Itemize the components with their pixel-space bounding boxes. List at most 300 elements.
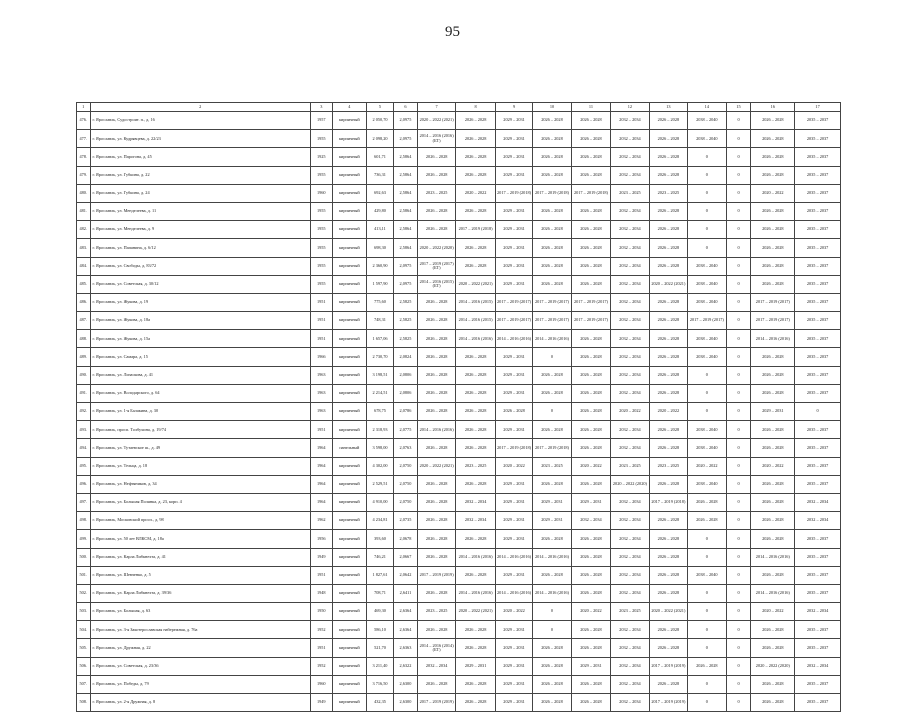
table-cell: 2035 – 2037 <box>795 675 841 693</box>
address-cell: г. Ярославль, ул. 3-я Закотерославская набережная, д. 76а <box>90 621 310 639</box>
table-cell: 2020 – 2022 <box>751 184 795 202</box>
table-cell: 2017 – 2019 (2017) <box>533 293 571 311</box>
table-cell: 4 234,81 <box>366 512 393 530</box>
table-cell: кирпичный <box>332 657 366 675</box>
column-number: 7 <box>417 103 455 112</box>
address-cell: г. Ярославль, ул. Папанина, д. 6/12 <box>90 239 310 257</box>
table-cell: кирпичный <box>332 639 366 657</box>
table-cell: кирпичный <box>332 493 366 511</box>
table-cell: 2029 – 2031 <box>751 403 795 421</box>
table-cell: 2026 – 2028 <box>533 202 571 220</box>
table-row <box>77 202 841 220</box>
table-cell: 2026 – 2028 <box>456 530 495 548</box>
table-cell: 775,60 <box>366 293 393 311</box>
table-cell: 0 <box>726 148 751 166</box>
table-cell: кирпичный <box>332 184 366 202</box>
table-cell: 2029 – 2031 <box>533 493 571 511</box>
row-number-cell: 503. <box>77 603 91 621</box>
table-cell: 2026 – 2028 <box>751 512 795 530</box>
table-cell: 1955 <box>310 239 332 257</box>
table-cell: 2 318,93 <box>366 421 393 439</box>
table-cell: 0 <box>795 403 841 421</box>
address-cell: г. Ярославль, ул. Жукова, д. 15а <box>90 330 310 348</box>
table-cell: 2026 – 2028 <box>649 384 687 402</box>
table-cell: 2035 – 2037 <box>795 566 841 584</box>
table-cell: 3 211,40 <box>366 657 393 675</box>
table-cell: кирпичный <box>332 675 366 693</box>
address-cell: г. Ярославль, ул. Жукова, д. 18а <box>90 312 310 330</box>
address-cell: г. Ярославль, Судостроит. п., д. 16 <box>90 112 310 130</box>
table-cell: 2,5864 <box>394 239 418 257</box>
table-cell: 1950 <box>310 603 332 621</box>
table-cell: 2020 – 2022 (2020) <box>611 475 649 493</box>
table-cell: кирпичный <box>332 457 366 475</box>
table-cell: 2026 – 2028 <box>571 275 610 293</box>
table-cell: 2032 – 2034 <box>611 694 649 712</box>
table-cell: 2026 – 2028 <box>751 166 795 184</box>
table-cell: 736,31 <box>366 166 393 184</box>
table-cell: 2026 – 2028 <box>533 275 571 293</box>
table-cell: 2026 – 2028 <box>533 366 571 384</box>
table-cell: 2023 – 2025 <box>417 184 455 202</box>
table-cell: 2029 – 2031 <box>495 512 532 530</box>
address-cell: г. Ярославль, ул. Шевченко, д. 5 <box>90 566 310 584</box>
table-cell: 2026 – 2028 <box>417 530 455 548</box>
table-cell: 2023 – 2025 <box>456 457 495 475</box>
table-cell: 1955 <box>310 130 332 148</box>
table-cell: 2029 – 2031 <box>495 421 532 439</box>
table-cell: 2 214,51 <box>366 384 393 402</box>
table-cell: 2029 – 2031 <box>495 694 532 712</box>
table-cell: 2035 – 2037 <box>795 112 841 130</box>
table-cell: 2,0750 <box>394 475 418 493</box>
table-cell: 521,70 <box>366 639 393 657</box>
table-cell: 1960 <box>310 184 332 202</box>
table-cell: 2026 – 2028 <box>533 421 571 439</box>
table-cell: 2026 – 2028 <box>688 512 726 530</box>
table-cell: 2020 – 2022 <box>751 603 795 621</box>
table-cell: 2,5825 <box>394 293 418 311</box>
table-cell: 2020 – 2022 <box>751 457 795 475</box>
table-cell: 2032 – 2034 <box>611 584 649 602</box>
table-cell: 2026 – 2028 <box>649 166 687 184</box>
table-cell: 2017 – 2019 (2019) <box>417 694 455 712</box>
table-cell: 2026 – 2028 <box>417 221 455 239</box>
table-cell: 0 <box>688 694 726 712</box>
table-cell: 2,5825 <box>394 312 418 330</box>
table-cell: 1964 <box>310 475 332 493</box>
table-cell: 0 <box>688 221 726 239</box>
table-cell: 2032 – 2034 <box>795 603 841 621</box>
table-cell: 2032 – 2034 <box>611 566 649 584</box>
address-cell: г. Ярославль, ул. Большая Полянка, д. 23, корп. 4 <box>90 493 310 511</box>
table-cell: 2026 – 2028 <box>533 257 571 275</box>
table-cell: 2014 – 2016 (2016) <box>533 584 571 602</box>
column-number: 6 <box>394 103 418 112</box>
table-cell: 692,63 <box>366 184 393 202</box>
table-cell: 1964 <box>310 457 332 475</box>
table-cell: 2026 – 2028 <box>417 348 455 366</box>
table-cell: 1956 <box>310 530 332 548</box>
table-cell: 2026 – 2028 <box>533 566 571 584</box>
table-cell: 2035 – 2037 <box>795 275 841 293</box>
table-cell: 708,71 <box>366 584 393 602</box>
column-number: 2 <box>90 103 310 112</box>
table-cell: 0 <box>726 621 751 639</box>
table-cell: 2026 – 2028 <box>571 112 610 130</box>
table-cell: 2026 – 2028 <box>751 530 795 548</box>
table-cell: 2026 – 2028 <box>456 202 495 220</box>
table-cell: 2026 – 2028 <box>688 657 726 675</box>
table-cell: 2020 – 2022 <box>495 457 532 475</box>
address-cell: г. Ярославль, ул. Карла Либкнехта, д. 39/36 <box>90 584 310 602</box>
table-cell: 2035 – 2037 <box>795 439 841 457</box>
table-cell: 2026 – 2028 <box>751 475 795 493</box>
table-cell: 2038 – 2040 <box>688 439 726 457</box>
page-number: 95 <box>445 24 460 40</box>
table-row <box>77 584 841 602</box>
table-cell: кирпичный <box>332 366 366 384</box>
table-cell: 2032 – 2034 <box>611 530 649 548</box>
table-cell: 0 <box>726 221 751 239</box>
table-cell: 0 <box>688 202 726 220</box>
table-row <box>77 475 841 493</box>
table-cell: 2020 – 2022 (2021) <box>456 275 495 293</box>
table-cell: 2038 – 2040 <box>688 293 726 311</box>
table-cell: 2017 – 2019 (2019) <box>649 694 687 712</box>
table-cell: 2029 – 2031 <box>495 566 532 584</box>
table-cell: 2026 – 2028 <box>417 475 455 493</box>
row-number-cell: 486. <box>77 293 91 311</box>
table-cell: 2029 – 2031 <box>495 639 532 657</box>
table-cell: 2017 – 2019 (2017) <box>533 312 571 330</box>
table-cell: 2026 – 2028 <box>649 439 687 457</box>
address-cell: г. Ярославль, ул. Лизаскова, д. 41 <box>90 366 310 384</box>
table-cell: 0 <box>688 530 726 548</box>
table-cell: 2029 – 2031 <box>495 475 532 493</box>
table-row <box>77 421 841 439</box>
table-cell: 2014 – 2016 (2015) <box>456 293 495 311</box>
table-cell: 2026 – 2028 <box>571 675 610 693</box>
table-cell: 2026 – 2028 <box>571 221 610 239</box>
table-cell: 0 <box>726 366 751 384</box>
table-cell: 0 <box>726 112 751 130</box>
row-number-cell: 497. <box>77 493 91 511</box>
table-cell: 1962 <box>310 512 332 530</box>
table-cell: 2032 – 2034 <box>611 330 649 348</box>
table-cell: кирпичный <box>332 330 366 348</box>
table-cell: 2026 – 2028 <box>571 403 610 421</box>
table-cell: 0 <box>726 439 751 457</box>
table-cell: 2026 – 2028 <box>533 639 571 657</box>
address-cell: г. Ярославль, ул. Карла Либкнехта, д. 41 <box>90 548 310 566</box>
table-cell: 0 <box>688 584 726 602</box>
table-cell: 2,5825 <box>394 330 418 348</box>
table-cell: 2026 – 2028 <box>456 112 495 130</box>
table-cell: 2029 – 2031 <box>495 657 532 675</box>
table-cell: 2038 – 2040 <box>688 275 726 293</box>
table-cell: 0 <box>726 675 751 693</box>
address-cell: г. Ярославль, ул. 50 лет ВЛКСМ, д. 18а <box>90 530 310 548</box>
table-cell: кирпичный <box>332 348 366 366</box>
table-cell: 2,0975 <box>394 275 418 293</box>
table-cell: 2026 – 2028 <box>456 257 495 275</box>
table-cell: 2,0678 <box>394 530 418 548</box>
table-cell: 2029 – 2031 <box>495 202 532 220</box>
table-cell: 2026 – 2028 <box>751 148 795 166</box>
table-cell: 2014 – 2016 (2016) <box>495 584 532 602</box>
table-cell: кирпичный <box>332 275 366 293</box>
table-cell: 2026 – 2028 <box>571 421 610 439</box>
row-number-cell: 484. <box>77 257 91 275</box>
table-cell: 1951 <box>310 312 332 330</box>
table-cell: 2017 – 2019 (2019) <box>417 566 455 584</box>
table-cell: кирпичный <box>332 293 366 311</box>
table-cell: 2032 – 2034 <box>611 148 649 166</box>
table-cell: 2,0806 <box>394 366 418 384</box>
row-number-cell: 501. <box>77 566 91 584</box>
table-cell: 2032 – 2034 <box>611 439 649 457</box>
table-cell: 2026 – 2028 <box>533 221 571 239</box>
row-number-cell: 498. <box>77 512 91 530</box>
table-cell: 0 <box>726 384 751 402</box>
table-cell: 0 <box>726 257 751 275</box>
table-cell: 2032 – 2034 <box>611 348 649 366</box>
table-cell: кирпичный <box>332 694 366 712</box>
table-cell: 2029 – 2031 <box>571 493 610 511</box>
table-cell: 0 <box>726 512 751 530</box>
table-cell: кирпичный <box>332 112 366 130</box>
table-cell: 2026 – 2028 <box>417 312 455 330</box>
table-cell: 2026 – 2028 <box>533 475 571 493</box>
table-cell: 0 <box>726 293 751 311</box>
table-row <box>77 439 841 457</box>
table-cell: 2023 – 2025 <box>417 603 455 621</box>
table-cell: 2020 – 2022 (2021) <box>649 603 687 621</box>
table-cell: 2,0786 <box>394 403 418 421</box>
address-cell: г. Ярославль, ул. Кудрявцева, д. 22/23 <box>90 130 310 148</box>
table-cell: 2032 – 2034 <box>611 112 649 130</box>
table-cell: 0 <box>726 639 751 657</box>
table-cell: 2,6322 <box>394 657 418 675</box>
table-row <box>77 221 841 239</box>
table-cell: кирпичный <box>332 166 366 184</box>
table-cell: 1955 <box>310 221 332 239</box>
table-cell: 2017 – 2019 (2017) <box>495 293 532 311</box>
row-number-cell: 478. <box>77 148 91 166</box>
table-cell: 2032 – 2034 <box>611 384 649 402</box>
table-cell: кирпичный <box>332 530 366 548</box>
table-cell: 2038 – 2040 <box>688 421 726 439</box>
table-cell: 2032 – 2034 <box>611 239 649 257</box>
table-cell: 2017 – 2019 (2018) <box>495 439 532 457</box>
table-cell: кирпичный <box>332 403 366 421</box>
table-cell: 2026 – 2028 <box>571 166 610 184</box>
table-cell: 2017 – 2019 (2018) <box>533 184 571 202</box>
row-number-cell: 485. <box>77 275 91 293</box>
table-cell: 601,71 <box>366 148 393 166</box>
table-cell: 2023 – 2025 <box>611 603 649 621</box>
table-cell: 2026 – 2028 <box>533 384 571 402</box>
table-cell: 432,35 <box>366 694 393 712</box>
table-row <box>77 566 841 584</box>
table-cell: 2026 – 2028 <box>571 239 610 257</box>
table-cell: 2026 – 2028 <box>456 694 495 712</box>
table-cell: 2,0806 <box>394 384 418 402</box>
table-cell: 2026 – 2028 <box>571 257 610 275</box>
table-cell: 2017 – 2019 (2017) <box>688 312 726 330</box>
table-cell: 2026 – 2028 <box>649 130 687 148</box>
table-cell: 2,5864 <box>394 184 418 202</box>
table-cell: 2014 – 2016 (2015) <box>456 312 495 330</box>
table-row <box>77 403 841 421</box>
address-cell: г. Ярославль, ул. Нефтяников, д. 34 <box>90 475 310 493</box>
table-cell: 0 <box>688 675 726 693</box>
table-cell: 2026 – 2028 <box>417 384 455 402</box>
table-cell: 2026 – 2028 <box>456 384 495 402</box>
table-cell: 2038 – 2040 <box>688 257 726 275</box>
table-cell: 2035 – 2037 <box>795 130 841 148</box>
table-cell: 2,0975 <box>394 130 418 148</box>
address-cell: г. Ярославль, ул. Победы, д. 79 <box>90 675 310 693</box>
table-cell: 0 <box>726 275 751 293</box>
table-cell: 1963 <box>310 384 332 402</box>
table-cell: 2026 – 2028 <box>751 439 795 457</box>
row-number-cell: 502. <box>77 584 91 602</box>
table-cell: 2029 – 2031 <box>495 112 532 130</box>
table-row <box>77 257 841 275</box>
row-number-cell: 488. <box>77 330 91 348</box>
table-cell: 2026 – 2028 <box>571 439 610 457</box>
table-cell: 2029 – 2031 <box>495 239 532 257</box>
column-number: 10 <box>533 103 571 112</box>
table-cell: кирпичный <box>332 621 366 639</box>
table-cell: 0 <box>726 694 751 712</box>
table-cell: 0 <box>726 493 751 511</box>
row-number-cell: 493. <box>77 421 91 439</box>
table-cell: 2,0824 <box>394 348 418 366</box>
table-cell: 2026 – 2028 <box>533 166 571 184</box>
table-cell: 0 <box>726 530 751 548</box>
table-cell: 1955 <box>310 275 332 293</box>
table-cell: 0 <box>726 603 751 621</box>
table-row <box>77 493 841 511</box>
table-cell: 2026 – 2028 <box>571 148 610 166</box>
table-cell: 0 <box>726 202 751 220</box>
table-cell: 2026 – 2028 <box>417 148 455 166</box>
table-cell: 2029 – 2031 <box>495 493 532 511</box>
address-cell: г. Ярославль, ул. 1-я Балакина, д. 30 <box>90 403 310 421</box>
table-cell: 2026 – 2028 <box>649 330 687 348</box>
row-number-cell: 476. <box>77 112 91 130</box>
address-cell: г. Ярославль, просп. Толбухина, д. 19/74 <box>90 421 310 439</box>
table-cell: кирпичный <box>332 566 366 584</box>
table-cell: 2038 – 2040 <box>688 566 726 584</box>
table-cell: 0 <box>726 166 751 184</box>
table-cell: 2026 – 2028 <box>417 548 455 566</box>
row-number-cell: 482. <box>77 221 91 239</box>
table-cell: 2026 – 2028 <box>649 621 687 639</box>
table-cell: 1964 <box>310 493 332 511</box>
table-cell: 2014 – 2016 (2016) <box>495 330 532 348</box>
table-cell: 2,0735 <box>394 512 418 530</box>
table-cell: 2035 – 2037 <box>795 312 841 330</box>
housing-register-table <box>76 102 841 712</box>
table-cell: 1957 <box>310 112 332 130</box>
table-cell: 2026 – 2028 <box>417 366 455 384</box>
table-cell: 0 <box>726 657 751 675</box>
row-number-cell: 479. <box>77 166 91 184</box>
table-cell: 2035 – 2037 <box>795 148 841 166</box>
table-cell: 2020 – 2022 <box>456 184 495 202</box>
table-cell: 413,11 <box>366 221 393 239</box>
table-cell: 0 <box>688 166 726 184</box>
table-cell: кирпичный <box>332 603 366 621</box>
table-cell: 2026 – 2028 <box>751 675 795 693</box>
table-cell: кирпичный <box>332 257 366 275</box>
table-row <box>77 275 841 293</box>
table-cell: 0 <box>726 348 751 366</box>
column-number: 9 <box>495 103 532 112</box>
table-cell: 2026 – 2028 <box>649 202 687 220</box>
table-cell: 2020 – 2022 <box>495 603 532 621</box>
table-cell: 2026 – 2028 <box>571 130 610 148</box>
table-cell: 2035 – 2037 <box>795 457 841 475</box>
table-cell: 2035 – 2037 <box>795 475 841 493</box>
table-cell: 2017 – 2019 (2019) <box>649 657 687 675</box>
table-cell: 0 <box>688 621 726 639</box>
row-number-cell: 496. <box>77 475 91 493</box>
table-row <box>77 639 841 657</box>
table-cell: 2,5864 <box>394 166 418 184</box>
row-number-cell: 506. <box>77 657 91 675</box>
table-cell: 2038 – 2040 <box>688 330 726 348</box>
table-cell: 2032 – 2034 <box>795 493 841 511</box>
table-cell: 2032 – 2034 <box>611 493 649 511</box>
table-cell: 2035 – 2037 <box>795 293 841 311</box>
table-cell: 2026 – 2028 <box>456 675 495 693</box>
table-cell: 2020 – 2022 (2021) <box>649 275 687 293</box>
table-cell: 2026 – 2028 <box>751 493 795 511</box>
table-cell: 2,5864 <box>394 148 418 166</box>
row-number-cell: 492. <box>77 403 91 421</box>
table-cell: 2032 – 2034 <box>611 130 649 148</box>
table-cell: 2029 – 2031 <box>495 621 532 639</box>
table-cell: 2026 – 2028 <box>456 475 495 493</box>
table-cell: 2017 – 2019 (2018) <box>533 439 571 457</box>
column-number: 17 <box>795 103 841 112</box>
table-cell: 2014 – 2016 (2016) <box>417 421 455 439</box>
table-cell: 2032 – 2034 <box>611 221 649 239</box>
table-cell: 2035 – 2037 <box>795 584 841 602</box>
table-cell: 2026 – 2028 <box>649 112 687 130</box>
table-cell: 2026 – 2028 <box>417 584 455 602</box>
table-cell: 2014 – 2016 (2016) <box>751 584 795 602</box>
table-cell: 2,6300 <box>394 694 418 712</box>
table-cell: 2,6364 <box>394 621 418 639</box>
table-cell: 2020 – 2022 <box>571 457 610 475</box>
table-cell: 2026 – 2028 <box>456 148 495 166</box>
column-number: 15 <box>726 103 751 112</box>
table-cell: 1952 <box>310 621 332 639</box>
table-cell: 2026 – 2028 <box>456 348 495 366</box>
table-cell: 2035 – 2037 <box>795 694 841 712</box>
table-cell: 2,0642 <box>394 566 418 584</box>
table-cell: 2026 – 2028 <box>649 348 687 366</box>
table-cell: 1955 <box>310 202 332 220</box>
table-cell: кирпичный <box>332 239 366 257</box>
table-cell: 2026 – 2028 <box>751 221 795 239</box>
